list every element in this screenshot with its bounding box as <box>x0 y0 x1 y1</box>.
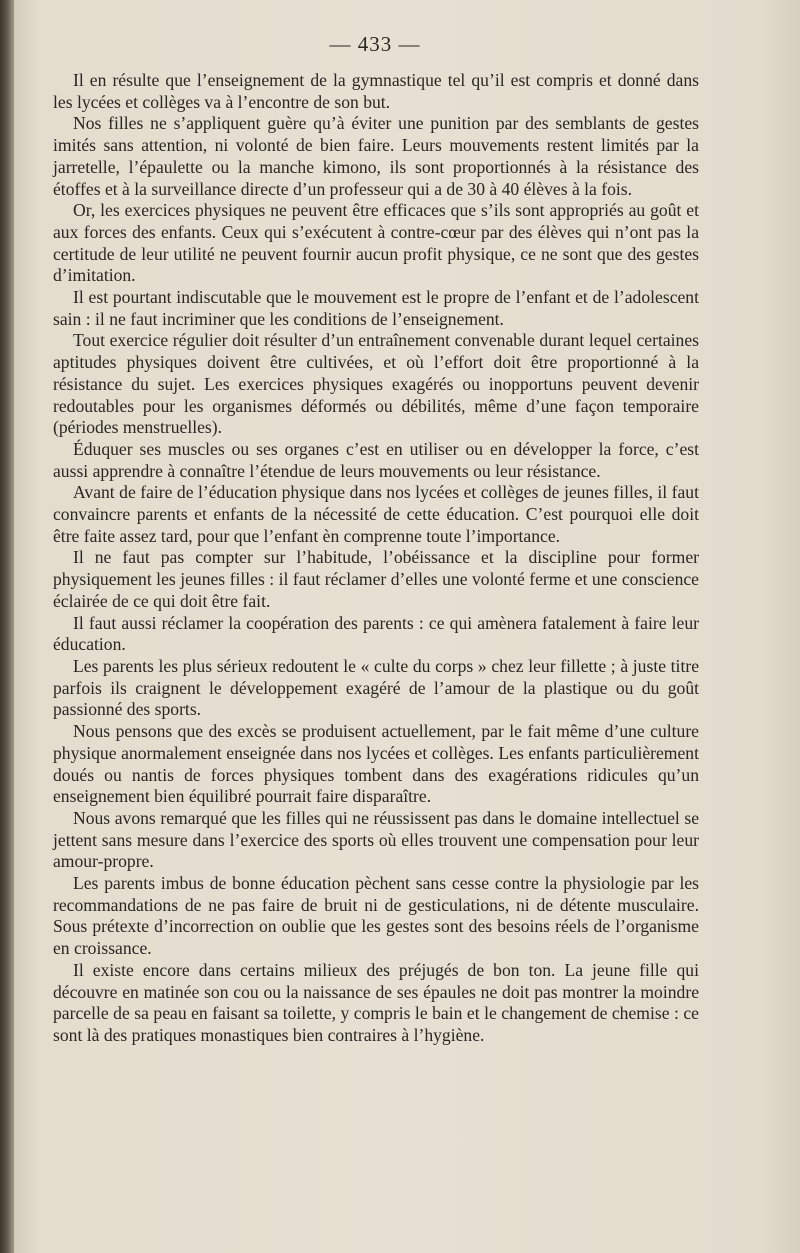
paragraph: Il existe encore dans certains milieux des préjugés de bon ton. La jeune fille qui découvre en matinée son cou ou la naissance de ses épaules ne doit pas montrer la moindre parcelle de sa peau en faisant sa toilette, y compris le bain et le changement de chemise : ce sont là des pratiques monastiques bien contraires à l’hygiène. <box>53 959 699 1045</box>
paragraph: Tout exercice régulier doit résulter d’un entraînement convenable durant lequel certaines aptitudes physiques doivent être cultivées, et où l’effort doit être proportionné à la résistance du sujet. Les exercices physiques exagérés ou inopportuns peuvent devenir redoutables pour les organismes déformés ou débilités, même d’une façon temporaire (périodes menstruelles). <box>53 330 699 438</box>
paragraph: Les parents les plus sérieux redoutent le « culte du corps » chez leur fillette ; à juste titre parfois ils craignent le développement exagéré de l’amour de la plastique ou du goût passionné des sports. <box>53 655 699 720</box>
paragraph: Nous pensons que des excès se produisent actuellement, par le fait même d’une culture physique anormalement enseignée dans nos lycées et collèges. Les enfants particulièrement doués ou nantis de forces physiques tombent dans des exagérations ridicules qu’un enseignement bien équilibré pourrait faire disparaître. <box>53 721 699 807</box>
body-text <box>53 70 699 1047</box>
paragraph: Éduquer ses muscles ou ses organes c’est en utiliser ou en développer la force, c’est aussi apprendre à connaître l’étendue de leurs mouvements ou leur résistance. <box>53 438 699 481</box>
paragraph: Il est pourtant indiscutable que le mouvement est le propre de l’enfant et de l’adolescent sain : il ne faut incriminer que les conditions de l’enseignement. <box>53 287 699 329</box>
page-number: — 433 — <box>329 32 421 56</box>
paragraph: Nos filles ne s’appliquent guère qu’à éviter une punition par des semblants de gestes imités sans attention, ni volonté de bien faire. Leurs mouvements restent limités par la jarretelle, l’épaulette ou la manche kimono, ils sont proportionnés à la résistance des étoffes et à la surveillance directe d’un professeur qui a de 30 à 40 élèves à la fois. <box>53 113 699 199</box>
paragraph: Or, les exercices physiques ne peuvent être efficaces que s’ils sont appropriés au goût et aux forces des enfants. Ceux qui s’exécutent à contre-cœur par des élèves qui n’ont pas la certitude de leur utilité ne peuvent fournir aucun profit physique, ce ne sont que des gestes d’imitation. <box>53 200 699 286</box>
paragraph: Les parents imbus de bonne éducation pèchent sans cesse contre la physiologie par les recommandations de ne pas faire de bruit ni de gesticulations, ni de détente musculaire. Sous prétexte d’incorrection on oublie que les gestes sont des besoins réels de l’organisme en croissance. <box>53 873 699 959</box>
paragraph: Nous avons remarqué que les filles qui ne réussissent pas dans le domaine intellectuel se jettent sans mesure dans l’exercice des sports où elles trouvent une compensation pour leur amour-propre. <box>53 807 699 872</box>
paragraph: Il ne faut pas compter sur l’habitude, l’obéissance et la discipline pour former physiquement les jeunes filles : il faut réclamer d’elles une volonté ferme et une conscience éclairée de ce qui doit être fait. <box>53 547 699 611</box>
paragraph: Il en résulte que l’enseignement de la gymnastique tel qu’il est compris et donné dans les lycées et collèges va à l’encontre de son but. <box>53 70 699 112</box>
paragraph: Avant de faire de l’éducation physique dans nos lycées et collèges de jeunes filles, il faut convaincre parents et enfants de la nécessité de cette éducation. C’est pourquoi elle doit être faite assez tard, pour que l’enfant èn comprenne toute l’importance. <box>53 482 699 546</box>
paragraph: Il faut aussi réclamer la coopération des parents : ce qui amènera fatalement à faire leur éducation. <box>53 612 699 655</box>
page-binding-edge <box>0 0 14 1253</box>
